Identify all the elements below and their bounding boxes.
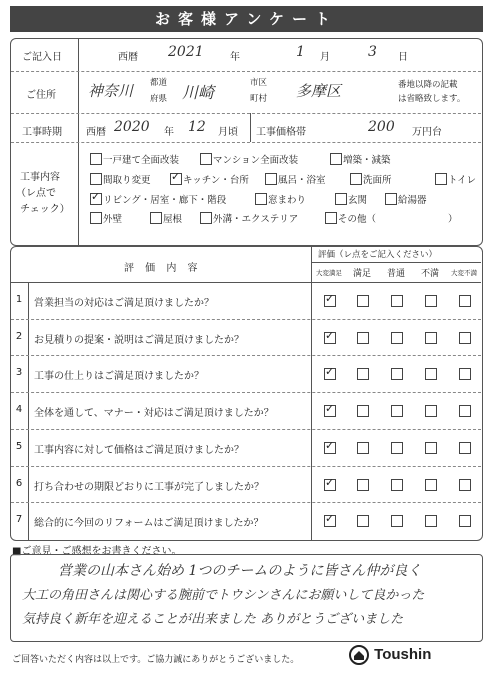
rating-checkbox[interactable] <box>391 368 403 380</box>
period-year-unit: 年 <box>164 127 174 138</box>
rating-checkbox[interactable] <box>324 332 336 344</box>
work-label-3: チェック） <box>20 204 70 215</box>
rating-checkbox[interactable] <box>324 442 336 454</box>
work-option-checkbox[interactable] <box>90 173 102 185</box>
page-title: お客様アンケート <box>10 6 483 32</box>
rating-checkbox[interactable] <box>425 368 437 380</box>
work-option-checkbox[interactable] <box>150 212 162 224</box>
work-option-label: その他（ <box>338 214 377 225</box>
comment-line-2: 大工の角田さんは関心する腕前でトウシンさんにお願いして良かった <box>22 588 425 603</box>
work-option-checkbox[interactable] <box>90 193 102 205</box>
question-text: お見積りの提案・説明はご満足頂けましたか？ <box>34 334 244 346</box>
question-number: 4 <box>15 404 23 416</box>
address-label: ご住所 <box>26 90 56 101</box>
date-year-unit: 年 <box>230 52 240 63</box>
rating-checkbox[interactable] <box>459 515 471 527</box>
address-prefecture: 神奈川 <box>88 82 134 100</box>
work-option-label: 増築・減築 <box>343 155 391 166</box>
work-option-label: マンション全面改装 <box>213 155 299 166</box>
date-label: ご記入日 <box>22 52 62 63</box>
rating-checkbox[interactable] <box>425 515 437 527</box>
rating-checkbox[interactable] <box>391 332 403 344</box>
work-option-checkbox[interactable] <box>200 212 212 224</box>
date-day-unit: 日 <box>398 52 408 63</box>
date-era: 西暦 <box>118 52 138 63</box>
work-label-2: （レ点で <box>16 188 56 199</box>
work-option-checkbox[interactable] <box>385 193 397 205</box>
work-option-label: 洗面所 <box>363 175 392 186</box>
period-year: 2020 <box>114 119 150 135</box>
rating-checkbox[interactable] <box>357 479 369 491</box>
work-option-checkbox[interactable] <box>170 173 182 185</box>
comment-line-1: 営業の山本さん始め 1つのチームのように皆さん仲が良く <box>58 563 422 579</box>
date-month-unit: 月 <box>320 52 330 63</box>
content-header: 評 価 内 容 <box>124 263 202 274</box>
rating-level-header: 大変不満 <box>451 269 477 277</box>
rating-level-header: 不満 <box>420 269 439 279</box>
question-number: 6 <box>15 477 23 489</box>
rating-checkbox[interactable] <box>357 515 369 527</box>
question-number: 1 <box>15 294 23 305</box>
work-option-label: 外溝・エクステリア <box>213 214 299 225</box>
rating-checkbox[interactable] <box>459 368 471 380</box>
period-month: 12 <box>188 119 206 135</box>
rating-checkbox[interactable] <box>324 368 336 380</box>
work-option-checkbox[interactable] <box>435 173 447 185</box>
city-unit-bottom: 町村 <box>250 94 268 104</box>
question-text: 営業担当の対応はご満足頂けましたか？ <box>34 298 214 309</box>
work-option-checkbox[interactable] <box>325 212 337 224</box>
work-option-label: 窓まわり <box>268 195 307 206</box>
work-option-checkbox[interactable] <box>350 173 362 185</box>
comments-label: ■ご意見・ご感想をお書きください。 <box>12 546 182 557</box>
house-icon <box>348 645 370 665</box>
question-text: 打ち合わせの期限どおりに工事が完了しましたか？ <box>34 481 264 493</box>
city-unit-top: 市区 <box>250 78 268 88</box>
question-number: 2 <box>15 330 23 342</box>
price-label: 工事価格帯 <box>256 127 306 138</box>
work-option-checkbox[interactable] <box>335 193 347 205</box>
date-day: 3 <box>368 44 377 60</box>
work-option-checkbox[interactable] <box>255 193 267 205</box>
work-option-label: 一戸建て全面改装 <box>103 155 180 166</box>
rating-checkbox[interactable] <box>425 405 437 417</box>
rating-checkbox[interactable] <box>391 442 403 454</box>
question-text: 工事内容に対して価格はご満足頂けましたか？ <box>34 444 244 456</box>
work-option-checkbox[interactable] <box>90 212 102 224</box>
rating-checkbox[interactable] <box>357 405 369 417</box>
rating-level-header: 満足 <box>352 269 371 279</box>
work-option-label: 風呂・浴室 <box>278 175 326 186</box>
rating-checkbox[interactable] <box>391 405 403 417</box>
work-option-label: 屋根 <box>163 214 183 225</box>
brand-name: Toushin <box>374 645 432 663</box>
rating-checkbox[interactable] <box>459 295 471 307</box>
rating-checkbox[interactable] <box>425 442 437 454</box>
work-option-label: リビング・居室・廊下・階段 <box>103 195 227 206</box>
rating-checkbox[interactable] <box>357 442 369 454</box>
question-number: 3 <box>15 367 23 379</box>
rating-checkbox[interactable] <box>459 332 471 344</box>
work-option-label: 間取り変更 <box>103 175 151 186</box>
rating-level-header: 大変満足 <box>316 269 342 277</box>
rating-checkbox[interactable] <box>357 332 369 344</box>
pref-unit-bottom: 府県 <box>150 94 168 104</box>
rating-checkbox[interactable] <box>357 368 369 380</box>
rating-checkbox[interactable] <box>425 479 437 491</box>
price-value: 200 <box>368 119 395 135</box>
work-option-label: 給湯器 <box>398 195 427 206</box>
date-month: 1 <box>296 44 305 60</box>
question-number: 5 <box>15 440 23 452</box>
footer-text: ご回答いただく内容は以上です。ご協力誠にありがとうございました。 <box>12 655 300 665</box>
question-text: 全体を通して、マナー・対応はご満足頂けましたか？ <box>34 408 274 420</box>
rating-checkbox[interactable] <box>391 479 403 491</box>
period-month-unit: 月頃 <box>218 127 238 138</box>
address-note-2: は省略致します。 <box>398 94 466 104</box>
brand-logo <box>348 645 431 665</box>
period-era: 西暦 <box>86 127 106 138</box>
work-option-label: トイレ <box>448 175 477 186</box>
rating-checkbox[interactable] <box>324 515 336 527</box>
work-option-label: キッチン・台所 <box>183 175 249 186</box>
work-option-checkbox[interactable] <box>265 173 277 185</box>
work-option-label: 玄関 <box>348 195 368 206</box>
other-close: ） <box>448 214 458 225</box>
work-label-1: 工事内容 <box>20 172 60 183</box>
question-number: 7 <box>15 514 23 526</box>
rating-checkbox[interactable] <box>324 405 336 417</box>
question-text: 工事の仕上りはご満足頂けましたか？ <box>34 371 204 383</box>
rating-checkbox[interactable] <box>425 332 437 344</box>
work-option-label: 外壁 <box>103 214 123 225</box>
address-note-1: 番地以降の記載 <box>398 80 458 90</box>
comment-line-3: 気持良く新年を迎えることが出来ました ありがとうございました <box>22 612 404 627</box>
work-option-checkbox[interactable] <box>90 153 102 165</box>
rating-checkbox[interactable] <box>459 405 471 417</box>
rating-checkbox[interactable] <box>425 295 437 307</box>
work-option-checkbox[interactable] <box>330 153 342 165</box>
date-year: 2021 <box>168 44 204 60</box>
pref-unit-top: 都道 <box>150 78 168 88</box>
evaluation-table <box>10 246 483 541</box>
rating-checkbox[interactable] <box>324 479 336 491</box>
price-unit: 万円台 <box>412 127 442 138</box>
rating-checkbox[interactable] <box>324 295 336 307</box>
rating-header: 評価（レ点をご記入ください） <box>318 250 438 260</box>
rating-checkbox[interactable] <box>357 295 369 307</box>
work-option-checkbox[interactable] <box>200 153 212 165</box>
rating-checkbox[interactable] <box>459 442 471 454</box>
rating-level-header: 普通 <box>386 269 405 279</box>
period-label: 工事時期 <box>22 127 62 138</box>
address-city: 川崎 <box>182 83 215 102</box>
rating-checkbox[interactable] <box>391 295 403 307</box>
question-text: 総合的に今回のリフォームはご満足頂けましたか？ <box>34 518 264 530</box>
rating-checkbox[interactable] <box>459 479 471 491</box>
rating-checkbox[interactable] <box>391 515 403 527</box>
address-town: 多摩区 <box>296 82 342 100</box>
